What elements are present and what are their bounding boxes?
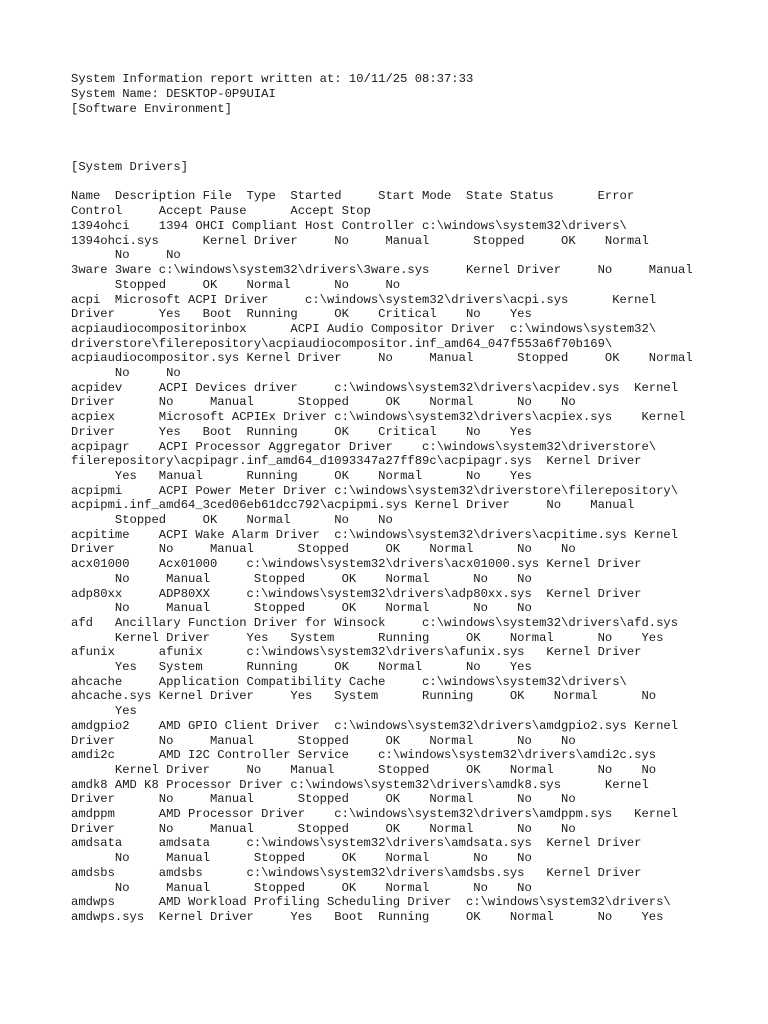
driver-list-line: Yes	[71, 704, 137, 719]
report-timestamp-line: System Information report written at: 10/11/25 08:37:33	[71, 72, 474, 86]
driver-list-line: No No	[71, 366, 181, 380]
driver-list-line: ahcache Application Compatibility Cache c:\windows\system32\drivers\	[71, 674, 627, 689]
driver-list-line: Driver No Manual Stopped OK Normal No No	[71, 542, 576, 557]
driver-list-line: amdsata amdsata c:\windows\system32\drivers\amdsata.sys Kernel Driver	[71, 836, 642, 851]
driver-list-line: acpiex Microsoft ACPIEx Driver c:\windows\system32\drivers\acpiex.sys Kernel	[71, 410, 686, 425]
driver-list-line: Driver No Manual Stopped OK Normal No No	[71, 821, 576, 836]
driver-list-line: acpipmi ACPI Power Meter Driver c:\windows\system32\driverstore\filerepository\	[71, 483, 679, 498]
driver-list-line: Driver Yes Boot Running OK Critical No Yes	[71, 307, 532, 322]
driver-list-line: acpipmi.inf_amd64_3ced06eb61dcc792\acpipmi.sys Kernel Driver No Manual	[71, 498, 635, 513]
driver-list-line: filerepository\acpipagr.inf_amd64_d1093347a27ff89c\acpipagr.sys Kernel Driver	[71, 454, 642, 469]
software-environment-heading: [Software Environment]	[71, 102, 232, 116]
column-header-line-2: Control Accept Pause Accept Stop	[71, 204, 371, 218]
driver-list-line: Yes System Running OK Normal No Yes	[71, 660, 532, 674]
driver-list-line: acpidev ACPI Devices driver c:\windows\system32\drivers\acpidev.sys Kernel	[71, 380, 679, 395]
driver-list-line: Stopped OK Normal No No	[71, 277, 401, 292]
driver-list-line: 1394ohci.sys Kernel Driver No Manual Stopped OK Normal	[71, 233, 649, 248]
driver-list-line: acpiaudiocompositor.sys Kernel Driver No Manual Stopped OK Normal	[71, 351, 693, 366]
driver-list-line: Kernel Driver No Manual Stopped OK Normal No No	[71, 762, 657, 777]
driver-list-line: No Manual Stopped OK Normal No No	[71, 851, 532, 866]
driver-list-line: No Manual Stopped OK Normal No No	[71, 601, 532, 616]
driver-list-line: afunix afunix c:\windows\system32\drivers\afunix.sys Kernel Driver	[71, 645, 642, 660]
driver-list-line: acx01000 Acx01000 c:\windows\system32\drivers\acx01000.sys Kernel Driver	[71, 557, 642, 572]
driver-list-line: amdwps.sys Kernel Driver Yes Boot Running OK Normal No Yes	[71, 909, 664, 924]
driver-list-line: amdwps AMD Workload Profiling Scheduling Driver c:\windows\system32\drivers\	[71, 895, 671, 910]
driver-list-line: No Manual Stopped OK Normal No No	[71, 880, 532, 895]
driver-list-line: Driver Yes Boot Running OK Critical No Yes	[71, 424, 532, 439]
driver-list-line: Yes Manual Running OK Normal No Yes	[71, 468, 532, 483]
driver-list-line: amdppm AMD Processor Driver c:\windows\system32\drivers\amdppm.sys Kernel	[71, 807, 679, 821]
driver-list-line: Driver No Manual Stopped OK Normal No No	[71, 792, 576, 807]
driver-list-line: afd Ancillary Function Driver for Winsock c:\windows\system32\drivers\afd.sys	[71, 615, 679, 630]
driver-list-line: Stopped OK Normal No No	[71, 513, 393, 527]
driver-list-line: 1394ohci 1394 OHCI Compliant Host Controller c:\windows\system32\drivers\	[71, 219, 627, 233]
driver-list-line: amdi2c AMD I2C Controller Service c:\windows\system32\drivers\amdi2c.sys	[71, 748, 657, 763]
driver-list-line: adp80xx ADP80XX c:\windows\system32\drivers\adp80xx.sys Kernel Driver	[71, 586, 642, 601]
driver-list-line: No Manual Stopped OK Normal No No	[71, 571, 532, 586]
driver-list-line: Kernel Driver Yes System Running OK Normal No Yes	[71, 630, 664, 645]
driver-list-line: amdgpio2 AMD GPIO Client Driver c:\windows\system32\drivers\amdgpio2.sys Kernel	[71, 718, 679, 733]
driver-list-line: Driver No Manual Stopped OK Normal No No	[71, 733, 576, 748]
driver-list-line: acpi Microsoft ACPI Driver c:\windows\system32\drivers\acpi.sys Kernel	[71, 292, 657, 307]
driver-list-line: No No	[71, 248, 181, 263]
driver-list-line: acpiaudiocompositorinbox ACPI Audio Compositor Driver c:\windows\system32\	[71, 321, 657, 336]
driver-list-line: amdk8 AMD K8 Processor Driver c:\windows\system32\drivers\amdk8.sys Kernel	[71, 777, 649, 792]
system-name-line: System Name: DESKTOP-0P9UIAI	[71, 87, 276, 101]
driver-list-line: acpitime ACPI Wake Alarm Driver c:\windows\system32\drivers\acpitime.sys Kernel	[71, 527, 679, 542]
system-drivers-heading: [System Drivers]	[71, 160, 189, 174]
driver-list-line: acpipagr ACPI Processor Aggregator Driver c:\windows\system32\driverstore\	[71, 439, 657, 454]
driver-list-line: amdsbs amdsbs c:\windows\system32\drivers\amdsbs.sys Kernel Driver	[71, 865, 642, 880]
driver-list-line: ahcache.sys Kernel Driver Yes System Running OK Normal No	[71, 689, 657, 704]
driver-list-line: Driver No Manual Stopped OK Normal No No	[71, 395, 576, 410]
driver-list-line: 3ware 3ware c:\windows\system32\drivers\3ware.sys Kernel Driver No Manual	[71, 263, 693, 278]
column-header-line-1: Name Description File Type Started Start Mode State Status Error	[71, 189, 635, 203]
driver-list-line: driverstore\filerepository\acpiaudiocompositor.inf_amd64_047f553a6f70b169\	[71, 336, 613, 351]
